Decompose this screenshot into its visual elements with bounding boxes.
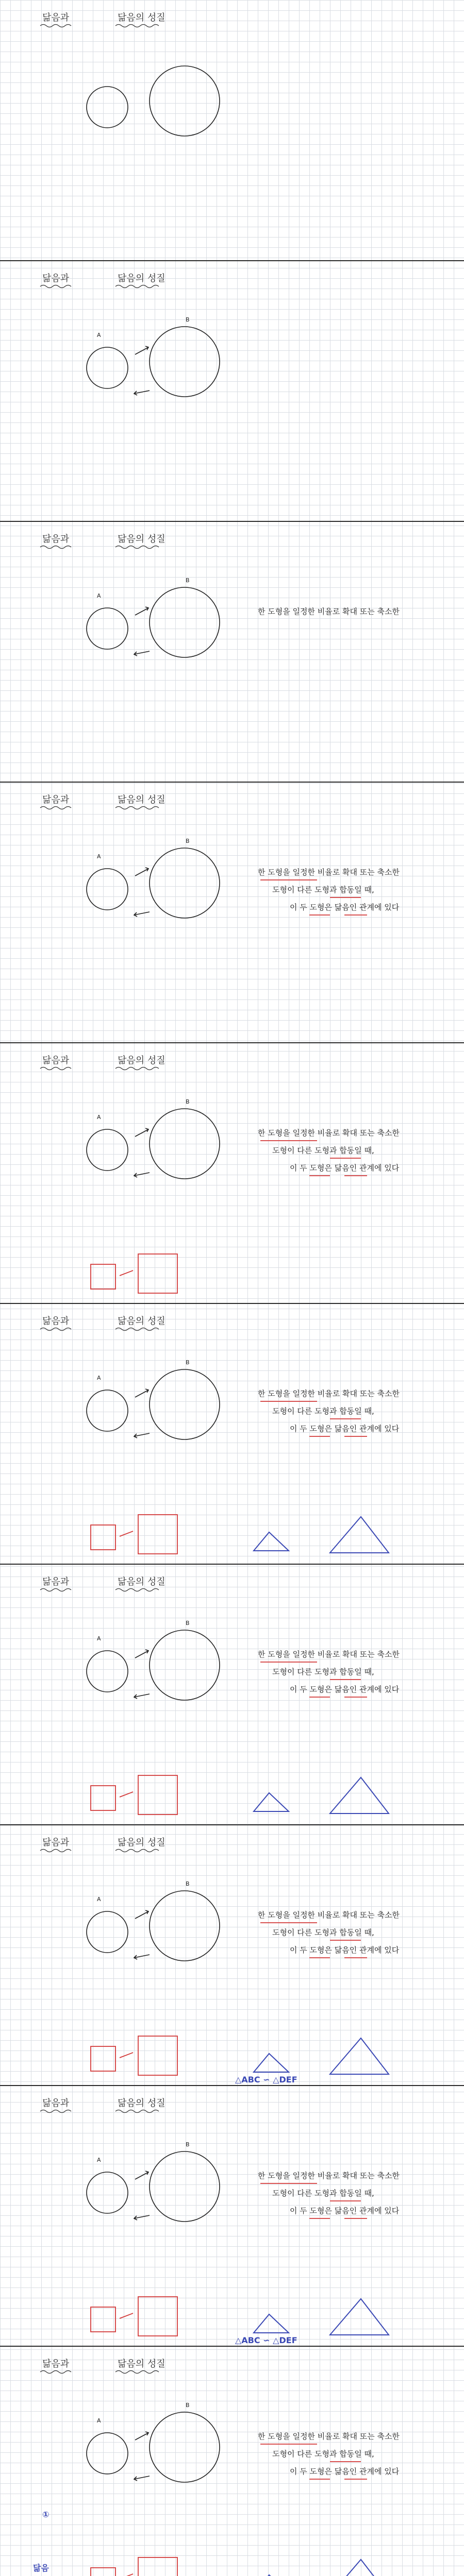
small-square xyxy=(91,1264,115,1289)
title-underline-left xyxy=(40,1850,71,1852)
note-line-2: 도형이 다른 도형과 합동일 때, xyxy=(272,2449,374,2459)
slide-drawing xyxy=(0,0,464,260)
large-triangle xyxy=(330,2560,389,2576)
title-underline-right xyxy=(115,1850,159,1852)
label-b: B xyxy=(186,838,190,844)
arrow-shrink xyxy=(134,2476,150,2481)
title-underline-right xyxy=(115,546,159,549)
small-triangle xyxy=(254,1793,289,1811)
title-underline-right xyxy=(115,2110,159,2113)
label-b: B xyxy=(186,1359,190,1366)
slide-panel xyxy=(0,1043,464,1303)
title-underline-left xyxy=(40,1067,71,1070)
title-left: 닮음과 xyxy=(42,1055,70,1066)
arrow-shrink xyxy=(134,1173,150,1177)
note-line-3: 이 두 도형은 닮음인 관계에 있다 xyxy=(290,903,400,912)
title-underline-right xyxy=(115,1067,159,1070)
title-underline-left xyxy=(40,2110,71,2113)
small-circle xyxy=(87,608,128,649)
small-circle xyxy=(87,1651,128,1692)
large-circle xyxy=(150,1109,220,1179)
small-circle xyxy=(87,869,128,910)
slide-panel xyxy=(0,1303,464,1564)
note-line-2: 도형이 다른 도형과 합동일 때, xyxy=(272,885,374,894)
square-arrow xyxy=(120,2574,133,2576)
title-right: 닮음의 성질 xyxy=(118,12,165,23)
note-line-1: 한 도형을 일정한 비율로 확대 또는 축소한 xyxy=(258,1910,400,1920)
square-arrow xyxy=(120,2313,133,2318)
arrow-shrink xyxy=(134,651,150,656)
label-b: B xyxy=(186,1880,190,1887)
arrow-enlarge xyxy=(135,2171,148,2179)
large-circle xyxy=(150,327,220,397)
slide-drawing xyxy=(0,1043,464,1303)
label-a: A xyxy=(97,853,101,860)
note-line-3: 이 두 도형은 닮음인 관계에 있다 xyxy=(290,1424,400,1433)
title-right: 닮음의 성질 xyxy=(118,1055,165,1066)
title-underline-left xyxy=(40,285,71,288)
title-underline-right xyxy=(115,2371,159,2374)
large-square xyxy=(138,2297,177,2336)
title-underline-left xyxy=(40,546,71,549)
large-circle xyxy=(150,1891,220,1961)
large-square xyxy=(138,1515,177,1554)
large-circle xyxy=(150,1369,220,1439)
note-line-2: 도형이 다른 도형과 합동일 때, xyxy=(272,1928,374,1937)
large-square xyxy=(138,2557,177,2576)
arrow-shrink xyxy=(134,1955,150,1959)
title-left: 닮음과 xyxy=(42,273,70,284)
slide-drawing xyxy=(0,2086,464,2346)
label-a: A xyxy=(97,1114,101,1121)
slide-drawing xyxy=(0,1303,464,1564)
small-circle xyxy=(87,87,128,128)
small-circle xyxy=(87,347,128,388)
square-arrow xyxy=(120,1792,133,1797)
label-b: B xyxy=(186,1620,190,1626)
title-underline-left xyxy=(40,25,71,27)
slide-panel xyxy=(0,782,464,1042)
label-b: B xyxy=(186,2141,190,2148)
arrow-enlarge xyxy=(135,1128,148,1137)
slide-drawing xyxy=(0,782,464,1042)
title-left: 닮음과 xyxy=(42,2359,70,2369)
small-square xyxy=(91,1786,115,1810)
note-line-3: 이 두 도형은 닮음인 관계에 있다 xyxy=(290,1685,400,1694)
label-a: A xyxy=(97,592,101,599)
arrow-enlarge xyxy=(135,607,148,615)
title-underline-right xyxy=(115,1589,159,1591)
large-circle xyxy=(150,1630,220,1700)
note-line-1: 한 도형을 일정한 비율로 확대 또는 축소한 xyxy=(258,868,400,877)
large-square xyxy=(138,2036,177,2075)
note-line-1: 한 도형을 일정한 비율로 확대 또는 축소한 xyxy=(258,1389,400,1398)
slide-panel xyxy=(0,2086,464,2346)
note-line-1: 한 도형을 일정한 비율로 확대 또는 축소한 xyxy=(258,607,400,616)
title-right: 닮음의 성질 xyxy=(118,794,165,805)
slide-drawing xyxy=(0,1825,464,2085)
title-underline-right xyxy=(115,807,159,809)
large-circle xyxy=(150,2412,220,2482)
note-line-1: 한 도형을 일정한 비율로 확대 또는 축소한 xyxy=(258,2432,400,2441)
title-left: 닮음과 xyxy=(42,12,70,23)
arrow-shrink xyxy=(134,912,150,917)
large-square xyxy=(138,1775,177,1815)
label-a: A xyxy=(97,2157,101,2163)
large-triangle xyxy=(330,2299,389,2335)
slide-panel xyxy=(0,261,464,521)
note-line-2: 도형이 다른 도형과 합동일 때, xyxy=(272,2189,374,2198)
small-circle xyxy=(87,1911,128,1953)
label-b: B xyxy=(186,2402,190,2409)
arrow-shrink xyxy=(134,1433,150,1438)
title-underline-left xyxy=(40,2371,71,2374)
label-b: B xyxy=(186,316,190,323)
small-circle xyxy=(87,2172,128,2213)
note-marker: ① xyxy=(42,2510,49,2519)
title-right: 닮음의 성질 xyxy=(118,534,165,545)
note-line-3: 이 두 도형은 닮음인 관계에 있다 xyxy=(290,2206,400,2215)
small-square xyxy=(91,1525,115,1550)
square-arrow xyxy=(120,1270,133,1276)
slide-panel xyxy=(0,2346,464,2576)
slide-drawing xyxy=(0,2346,464,2576)
note-line-2: 도형이 다른 도형과 합동일 때, xyxy=(272,1406,374,1416)
slide-panel xyxy=(0,1825,464,2085)
similarity-expression: △ABC ∽ △DEF xyxy=(235,2075,297,2084)
small-square xyxy=(91,2307,115,2332)
title-right: 닮음의 성질 xyxy=(118,1577,165,1587)
large-triangle xyxy=(330,1517,389,1553)
title-left: 닮음과 xyxy=(42,534,70,545)
small-circle xyxy=(87,2433,128,2474)
title-right: 닮음의 성질 xyxy=(118,273,165,284)
title-right: 닮음의 성질 xyxy=(118,2359,165,2369)
title-underline-right xyxy=(115,25,159,27)
similarity-expression: △ABC ∽ △DEF xyxy=(235,2335,297,2345)
title-left: 닮음과 xyxy=(42,2098,70,2109)
square-arrow xyxy=(120,1531,133,1536)
small-circle xyxy=(87,1390,128,1431)
label-a: A xyxy=(97,1635,101,1642)
note-line-3: 이 두 도형은 닮음인 관계에 있다 xyxy=(290,2467,400,2476)
label-a: A xyxy=(97,332,101,338)
slide-drawing xyxy=(0,261,464,521)
large-triangle xyxy=(330,2038,389,2074)
title-right: 닮음의 성질 xyxy=(118,1837,165,1848)
label-a: A xyxy=(97,1375,101,1381)
slide-drawing xyxy=(0,521,464,782)
title-right: 닮음의 성질 xyxy=(118,1316,165,1327)
large-square xyxy=(138,1254,177,1293)
note-line-1: 한 도형을 일정한 비율로 확대 또는 축소한 xyxy=(258,1650,400,1659)
label-b: B xyxy=(186,1098,190,1105)
arrow-enlarge xyxy=(135,346,148,354)
slide-drawing xyxy=(0,1564,464,1824)
arrow-enlarge xyxy=(135,1910,148,1919)
large-circle xyxy=(150,848,220,918)
title-underline-right xyxy=(115,1328,159,1331)
title-right: 닮음의 성질 xyxy=(118,2098,165,2109)
note-line-1: 한 도형을 일정한 비율로 확대 또는 축소한 xyxy=(258,2171,400,2180)
arrow-enlarge xyxy=(135,1650,148,1658)
square-arrow xyxy=(120,2053,133,2058)
title-underline-left xyxy=(40,1589,71,1591)
note-line-3: 이 두 도형은 닮음인 관계에 있다 xyxy=(290,1163,400,1173)
small-triangle xyxy=(254,2314,289,2333)
slide-panel xyxy=(0,1564,464,1824)
label-a: A xyxy=(97,1896,101,1903)
small-triangle xyxy=(254,2054,289,2072)
title-left: 닮음과 xyxy=(42,1577,70,1587)
arrow-shrink xyxy=(134,1694,150,1699)
slide-panel xyxy=(0,0,464,260)
label-b: B xyxy=(186,577,190,584)
note-line-1: 한 도형을 일정한 비율로 확대 또는 축소한 xyxy=(258,1128,400,1138)
title-left: 닮음과 xyxy=(42,1837,70,1848)
side-note: 닮음 xyxy=(33,2563,49,2573)
small-circle xyxy=(87,1129,128,1171)
large-circle xyxy=(150,66,220,136)
title-left: 닮음과 xyxy=(42,1316,70,1327)
small-square xyxy=(91,2568,115,2576)
note-line-2: 도형이 다른 도형과 합동일 때, xyxy=(272,1667,374,1676)
title-underline-right xyxy=(115,285,159,288)
arrow-shrink xyxy=(134,391,150,395)
arrow-enlarge xyxy=(135,868,148,876)
note-line-3: 이 두 도형은 닮음인 관계에 있다 xyxy=(290,1945,400,1955)
large-circle xyxy=(150,2151,220,2222)
note-line-2: 도형이 다른 도형과 합동일 때, xyxy=(272,1146,374,1155)
title-left: 닮음과 xyxy=(42,794,70,805)
small-triangle xyxy=(254,1532,289,1551)
label-a: A xyxy=(97,2417,101,2424)
large-triangle xyxy=(330,1777,389,1814)
arrow-shrink xyxy=(134,2215,150,2220)
slide-panel xyxy=(0,521,464,782)
small-square xyxy=(91,2046,115,2071)
large-circle xyxy=(150,587,220,657)
arrow-enlarge xyxy=(135,2432,148,2440)
title-underline-left xyxy=(40,1328,71,1331)
arrow-enlarge xyxy=(135,1389,148,1397)
title-underline-left xyxy=(40,807,71,809)
